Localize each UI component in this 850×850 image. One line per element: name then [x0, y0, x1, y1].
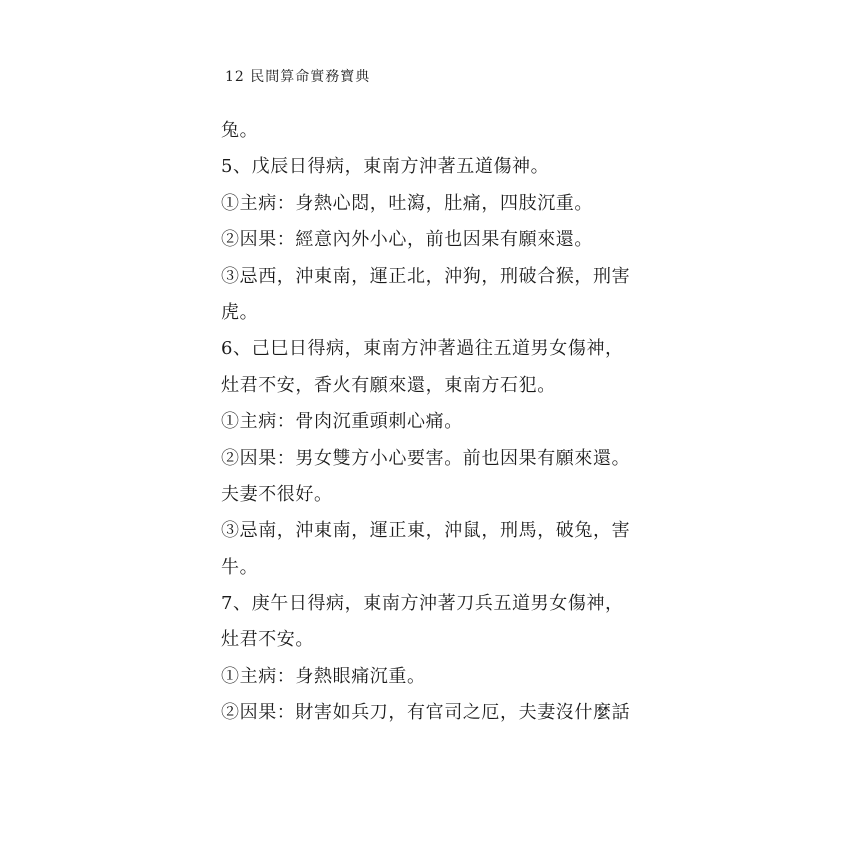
running-header: 12 民間算命實務寶典: [225, 69, 371, 85]
text-line: ③忌西，沖東南，運正北，沖狗，刑破合猴，刑害: [221, 265, 631, 287]
text-line: ②因果：經意內外小心，前也因果有願來還。: [221, 229, 593, 251]
text-line: ②因果：男女雙方小心要害。前也因果有願來還。: [221, 447, 631, 469]
text-line: 6、己巳日得病，東南方沖著過往五道男女傷神，: [221, 338, 624, 360]
text-line: 灶君不安，香火有願來還，東南方石犯。: [221, 374, 556, 396]
text-line: 5、戊辰日得病，東南方沖著五道傷神。: [221, 156, 550, 178]
text-line: ①主病：骨肉沉重頭刺心痛。: [221, 411, 463, 433]
body-text: [221, 113, 641, 732]
text-line: 兔。: [221, 120, 259, 141]
text-line: 7、庚午日得病，東南方沖著刀兵五道男女傷神，: [221, 593, 624, 615]
text-line: ②因果：財害如兵刀，有官司之厄，夫妻沒什麼話: [221, 702, 631, 724]
text-line: ①主病：身熱眼痛沉重。: [221, 665, 426, 687]
text-line: 虎。: [221, 301, 259, 323]
text-line: 夫妻不很好。: [221, 483, 333, 505]
text-line: ③忌南，沖東南，運正東，沖鼠，刑馬，破兔，害: [221, 520, 631, 542]
text-line: 灶君不安。: [221, 629, 314, 651]
text-line: 牛。: [221, 556, 259, 578]
text-line: ①主病：身熱心悶，吐瀉，肚痛，四肢沉重。: [221, 192, 593, 214]
